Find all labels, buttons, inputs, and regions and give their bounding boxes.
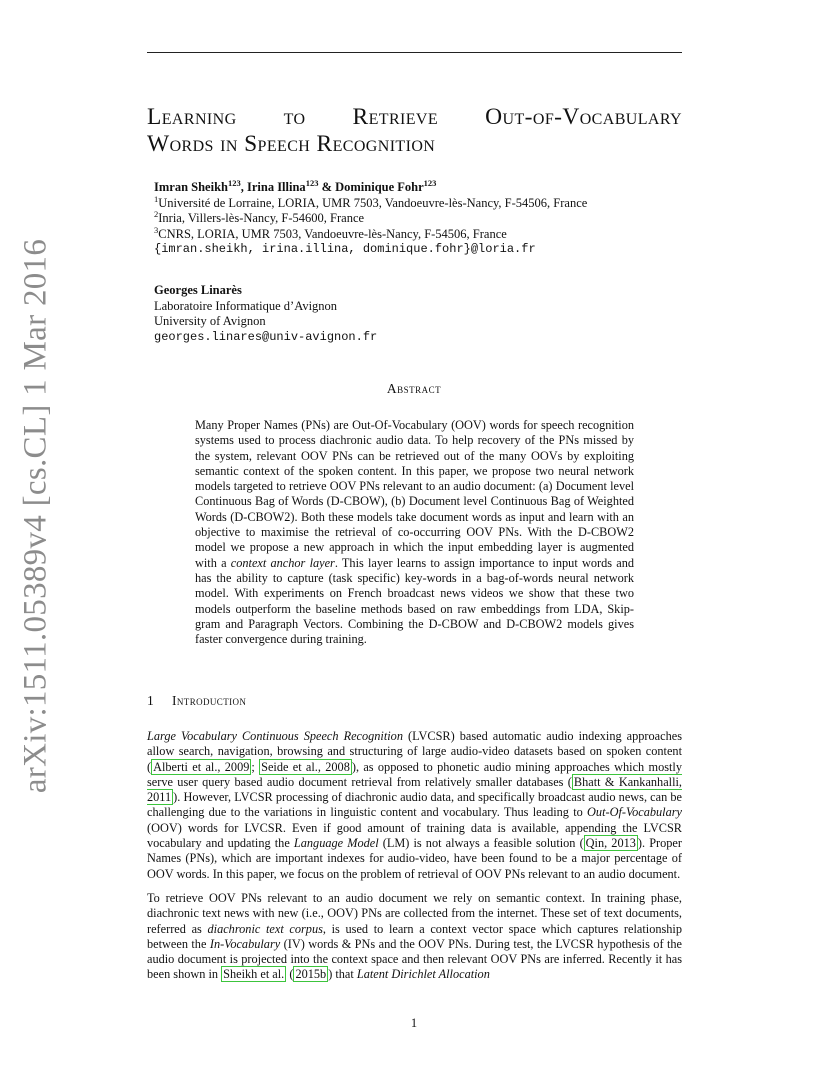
affiliation-mark: 3 (154, 224, 159, 235)
citation-link[interactable]: Qin, 2013 (585, 836, 636, 851)
text-run: ; (251, 759, 260, 774)
author-name: Georges Linarès (154, 283, 242, 297)
text-run: ), as opposed to phonetic audio mining approaches which mostly serve user query based audio document retrieval from relatively smaller databases ( (147, 759, 682, 789)
author-name: Imran Sheikh (154, 180, 228, 194)
abstract-emphasis: context anchor layer (230, 555, 335, 570)
affiliation-1 (154, 193, 674, 212)
abstract-part: Many Proper Names (PNs) are Out-Of-Vocabulary (OOV) words for speech recognition systems used to process diachronic audio data. To help recovery of the PNs missed by the system, relevant OOV PNs can be retrieved out of the many OOVs by exploiting semantic context of the spoken content. In this paper, we propose two neural network models targeted to retrieve OOV PNs relevant to an audio document: (a) Document level Continuous Bag of Words (D-CBOW), (b) Document level Continuous Bag of Weighted Words (D-CBOW2). Both these models take document words as input and learn with an objective to maximise the retrieval of co-occurring OOV PNs. With the D-CBOW2 model we propose a new approach in which the input embedding layer is augmented with a (195, 418, 634, 570)
paragraph (147, 729, 682, 882)
affiliation-university: University of Avignon (154, 314, 266, 328)
text-run: (IV) words & PNs and the OOV PNs. During test, the LVCSR hypothesis of the audio document is projected into the context space and then relevant OOV PNs are inferred. Recently it has been shown in (147, 936, 682, 982)
text-run: ) that (328, 967, 357, 982)
author-email: georges.linares@univ-avignon.fr (154, 329, 378, 344)
text-run: ). However, LVCSR processing of diachronic audio data, and specifically broadcast audio news, can be challenging due to the variations in linguistic content and vocabulary. Thus leading to (147, 790, 682, 820)
abstract-part: . This layer learns to assign importance to input words and has the ability to capture (task specific) key-words in a bag-of-words neural network model. With experiments on French broadcast news videos we show that these two models outperform the baseline methods based on raw embeddings from LDA, Skip-gram and Paragraph Vectors. Combining the D-CBOW and D-CBOW2 models gives faster convergence during training. (195, 555, 635, 647)
abstract-heading: Abstract (386, 381, 442, 396)
affiliation-text: Inria, Villers-lès-Nancy, F-54600, France (158, 211, 365, 225)
citation-link[interactable]: Bhatt & Kankanhalli, 2011 (147, 774, 682, 805)
text-run: (OOV) words for LVCSR. Even if good amount of training data is available, appending the LVCSR vocabulary and updating the (147, 820, 682, 851)
citation-link[interactable]: Alberti et al., 2009 (153, 759, 250, 774)
emphasis: Latent Dirichlet Allocation (356, 967, 490, 982)
title-line-2: Words in Speech Recognition (147, 131, 436, 157)
author-separator: & (318, 180, 336, 194)
affiliation-mark: 1 (154, 193, 159, 204)
text-run: To retrieve OOV PNs relevant to an audio document we rely on semantic context. In training phase, diachronic text news with new (i.e., OOV) PNs are collected from the internet. These set of text documents, referred as (147, 890, 682, 936)
section-heading (147, 693, 246, 709)
emphasis: diachronic text corpus (207, 921, 323, 936)
author-names (154, 177, 674, 196)
text-run: (LM) is not always a feasible solution ( (378, 836, 584, 851)
abstract-text (195, 418, 634, 647)
paper-title (147, 104, 682, 158)
top-rule (147, 52, 682, 53)
affiliation-superscript: 123 (423, 177, 437, 188)
text-run: , is used to learn a context vector space which captures relationship between the (147, 921, 682, 951)
paragraph (147, 891, 682, 983)
affiliation-3 (154, 224, 674, 243)
author-name: Irina Illina (246, 180, 306, 194)
affiliation-superscript: 123 (227, 177, 241, 188)
author-name: Dominique Fohr (335, 180, 424, 194)
arxiv-identifier: arXiv:1511.05389v4 [cs.CL] 1 Mar 2016 (17, 238, 54, 794)
author-separator: , (240, 180, 247, 194)
citation-link[interactable]: 2015b (295, 967, 327, 982)
affiliation-lab: Laboratoire Informatique d’Avignon (154, 298, 338, 313)
citation-link[interactable]: Seide et al., 2008 (261, 759, 350, 774)
affiliation-text: CNRS, LORIA, UMR 7503, Vandoeuvre-lès-Nancy, F-54506, France (158, 226, 507, 241)
emphasis: Large Vocabulary Continuous Speech Recognition (147, 729, 403, 743)
title-line-1: Learning to Retrieve Out-of-Vocabulary (147, 104, 682, 130)
emphasis: In-Vocabulary (209, 936, 281, 951)
affiliation-2 (154, 208, 674, 227)
affiliation-superscript: 123 (305, 177, 319, 188)
section-title: Introduction (172, 693, 247, 708)
text-run: (LVCSR) based automatic audio indexing approaches allow search, navigation, browsing and structuring of large audio-video datasets based on spoken content ( (147, 729, 682, 774)
affiliation-text: Université de Lorraine, LORIA, UMR 7503, Vandoeuvre-lès-Nancy, F-54506, France (158, 195, 588, 210)
text-run: ( (286, 967, 294, 982)
author-block-1 (154, 177, 674, 258)
text-run: ). Proper Names (PNs), which are important indexes for audio-video, have been found to be a major percentage of OOV words. In this paper, we focus on the problem of retrieval of OOV PNs relevant to an audio document. (147, 836, 682, 881)
page-number: 1 (410, 1016, 418, 1030)
emphasis: Out-Of-Vocabulary (587, 805, 682, 820)
introduction-body (147, 729, 682, 992)
emphasis: Language Model (293, 836, 379, 851)
citation-link[interactable]: Sheikh et al. (223, 967, 285, 982)
section-number: 1 (147, 693, 155, 708)
author-emails: {imran.sheikh, irina.illina, dominique.fohr}@loria.fr (154, 242, 536, 256)
author-block-2 (154, 283, 674, 345)
affiliation-mark: 2 (154, 208, 159, 219)
